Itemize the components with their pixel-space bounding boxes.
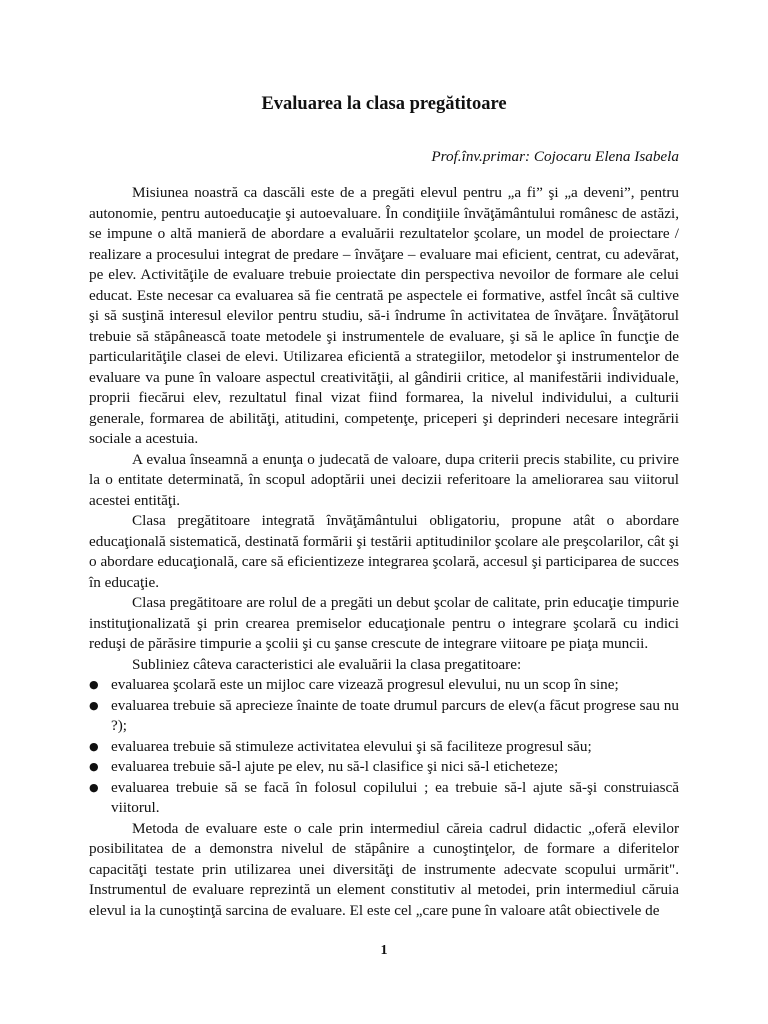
bullet-icon: ● [89,780,99,794]
list-item [89,737,679,758]
page-number: 1 [380,943,388,958]
list-item [89,675,679,696]
list-item [89,696,679,737]
paragraph: Clasa pregătitoare are rolul de a pregăti un debut şcolar de calitate, prin educaţie timpurie instituţionalizată şi prin crearea premiselor educaţionale pentru o integrare şcolară cu indici reduşi de părăsire timpurie a şcolii şi cu şanse crescute de integrare viitoare pe piaţa muncii. [89,594,679,652]
list-item-text: evaluarea trebuie să-l ajute pe elev, nu să-l clasifice şi nici să-l eticheteze; [111,758,559,775]
bullet-icon: ● [89,739,99,753]
bullet-icon: ● [89,678,99,691]
document-body [89,183,679,921]
list-item-text: evaluarea trebuie să aprecieze înainte de toate drumul parcurs de elev(a făcut progrese sau nu ?); [111,696,679,734]
list-item [89,757,679,778]
document-title: Evaluarea la clasa pregătitoare [261,94,507,114]
paragraph: A evalua înseamnă a enunţa o judecată de valoare, dupa criterii precis stabilite, cu privire la o entitate determinată, în scopul adoptării unei decizii referitoare la ameliorarea sau viitorul acestei entităţi. [89,450,679,509]
paragraph: Clasa pregătitoare integrată învăţământului obligatoriu, propune atât o abordare educaţională sistematică, destinată formării şi testării aptitudinilor şcolare ale preşcolarilor, cât şi o abordare educaţională, care să eficientizeze integrarea şcolară, accesul şi participarea de succes în educaţie. [89,512,679,591]
paragraph: Misiunea noastră ca dascăli este de a pregăti elevul pentru „a fi” şi „a deveni”, pentru autonomie, pentru autoeducaţie şi autoevaluare. În condiţiile învăţământului românesc de astăzi, se impune o altă manieră de abordare a evaluării rezultatelor şcolare, un model de proiectare / realizare a procesului integrat de predare – învăţare – evaluare mai eficient, centrat, cu adevărat, pe elev. Activităţile de evaluare trebuie proiectate din perspectiva nevoilor de formare ale celui educat. Este necesar ca evaluarea să fie centrată pe aspectele ei formative, astfel încât să cultive şi să susţină interesul elevilor pentru studiu, să-i îndrume în activitatea de învăţare. Învăţătorul trebuie să stăpânească toate metodele şi instrumentele de evaluare, şi să le aplice în funcţie de particularităţile clasei de elevi. Utilizarea eficientă a strategiilor, metodelor şi instrumentelor de evaluare va pune în valoare aspectul creativităţii, al gândirii critice, al manifestării individuale, proprii fiecărui elev, rezultatul final vizat fiind formarea, la nivelul individului, a culturii generale, formarea de abilităţi, atitudini, competenţe, priceperi şi deprinderi necesare integrării sociale a acestuia. [89,184,679,447]
author-line: Prof.înv.primar: Cojocaru Elena Isabela [431,148,679,165]
list-item-text: evaluarea trebuie să se facă în folosul copilului ; ea trebuie să-l ajute să-şi construiască viitorul. [111,778,679,816]
list-item [89,778,679,819]
list-item-text: evaluarea trebuie să stimuleze activitatea elevului şi să faciliteze progresul său; [111,737,592,755]
bullet-icon: ● [89,760,99,773]
paragraph: Subliniez câteva caracteristici ale evaluării la clasa pregatitoare: [132,655,522,673]
list-item-text: evaluarea şcolară este un mijloc care vizează progresul elevului, nu un scop în sine; [111,676,619,693]
paragraph: Metoda de evaluare este o cale prin intermediul căreia cadrul didactic „oferă elevilor posibilitatea de a demonstra nivelul de stăpânire a cunoştinţelor, de formare a diferitelor capacităţi testate prin utilizarea unei diversităţi de instrumente adecvate scopului urmărit". Instrumentul de evaluare reprezintă un element constitutiv al metodei, prin intermediul căruia elevul ia la cunoştinţă sarcina de evaluare. El este cel „care pune în valoare atât obiectivele de [89,819,679,919]
bullet-list [89,675,679,819]
bullet-icon: ● [89,698,99,712]
